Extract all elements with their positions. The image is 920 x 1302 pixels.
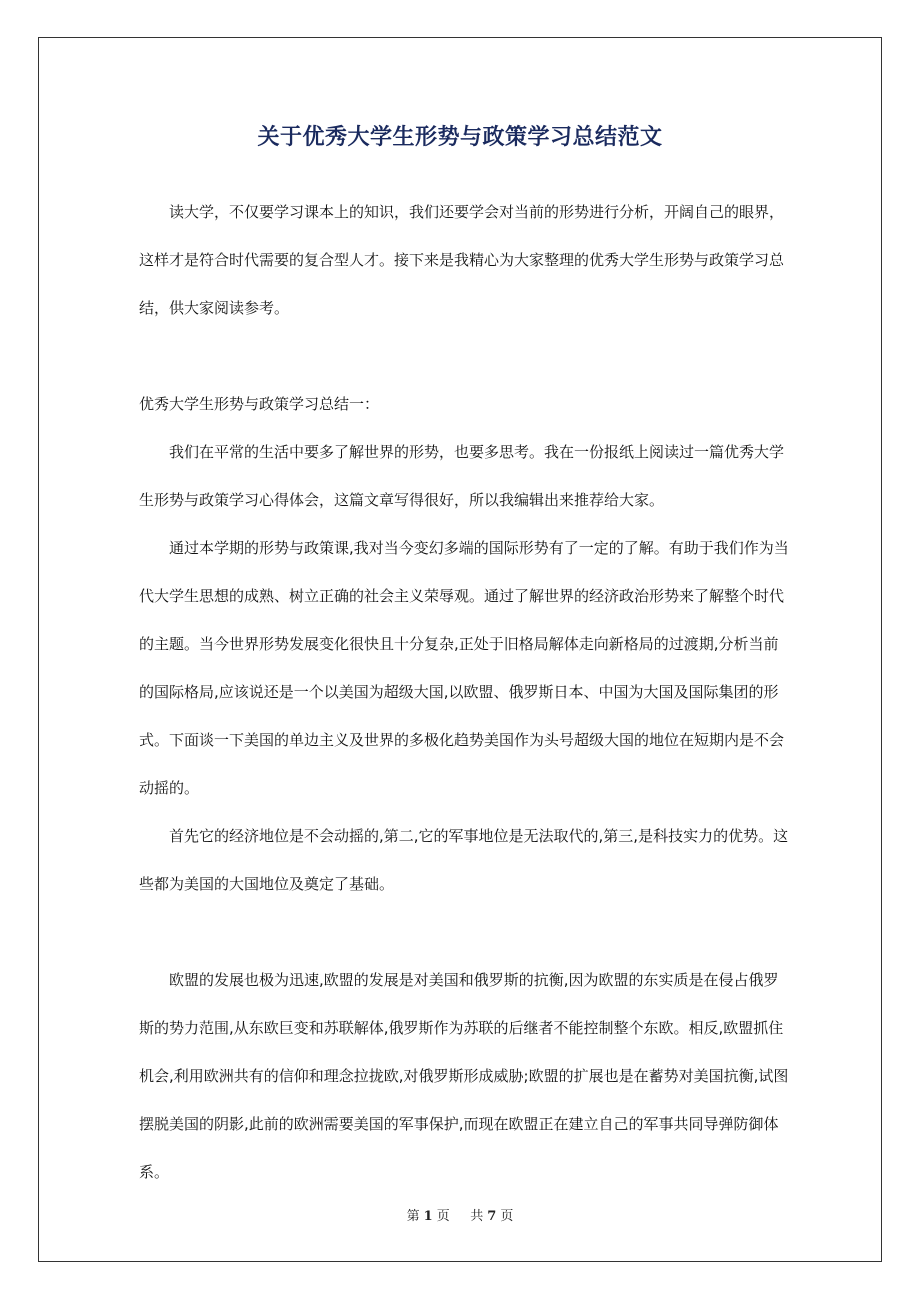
body-paragraph-2: 通过本学期的形势与政策课,我对当今变幻多端的国际形势有了一定的了解。有助于我们作为当代大学生思想的成熟、树立正确的社会主义荣辱观。通过了解世界的经济政治形势来了解整个时代的主题。当今世界形势发展变化很快且十分复杂,正处于旧格局解体走向新格局的过渡期,分析当前的国际格局,应该说还是一个以美国为超级大国,以欧盟、俄罗斯日本、中国为大国及国际集团的形式。下面谈一下美国的单边主义及世界的多极化趋势美国作为头号超级大国的地位在短期内是不会动摇的。 <box>139 539 789 797</box>
page-label-suffix: 页 <box>436 1209 450 1224</box>
page-footer <box>0 1205 920 1224</box>
body-paragraph-1: 我们在平常的生活中要多了解世界的形势，也要多思考。我在一份报纸上阅读过一篇优秀大学生形势与政策学习心得体会，这篇文章写得很好，所以我编辑出来推荐给大家。 <box>139 443 785 509</box>
body-paragraph-4: 欧盟的发展也极为迅速,欧盟的发展是对美国和俄罗斯的抗衡,因为欧盟的东实质是在侵占俄罗斯的势力范围,从东欧巨变和苏联解体,俄罗斯作为苏联的后继者不能控制整个东欧。相反,欧盟抓住机会,利用欧洲共有的信仰和理念拉拢欧,对俄罗斯形成威胁;欧盟的扩展也是在蓄势对美国抗衡,试图摆脱美国的阴影,此前的欧洲需要美国的军事保护,而现在欧盟正在建立自己的军事共同导弹防御体系。 <box>139 971 789 1181</box>
intro-paragraph: 读大学，不仅要学习课本上的知识，我们还要学会对当前的形势进行分析，开阔自己的眼界，这样才是符合时代需要的复合型人才。接下来是我精心为大家整理的优秀大学生形势与政策学习总结，供大家阅读参考。 <box>139 203 785 317</box>
total-pages-number: 7 <box>487 1209 497 1224</box>
section-heading: 优秀大学生形势与政策学习总结一： <box>139 395 380 413</box>
page-label-prefix: 第 <box>406 1209 420 1224</box>
body-paragraph-3: 首先它的经济地位是不会动摇的,第二,它的军事地位是无法取代的,第三,是科技实力的优势。这些都为美国的大国地位及奠定了基础。 <box>139 827 789 893</box>
document-title: 关于优秀大学生形势与政策学习总结范文 <box>257 125 663 150</box>
total-label-prefix: 共 <box>470 1209 484 1224</box>
total-label-suffix: 页 <box>500 1209 514 1224</box>
current-page-number: 1 <box>423 1209 433 1224</box>
